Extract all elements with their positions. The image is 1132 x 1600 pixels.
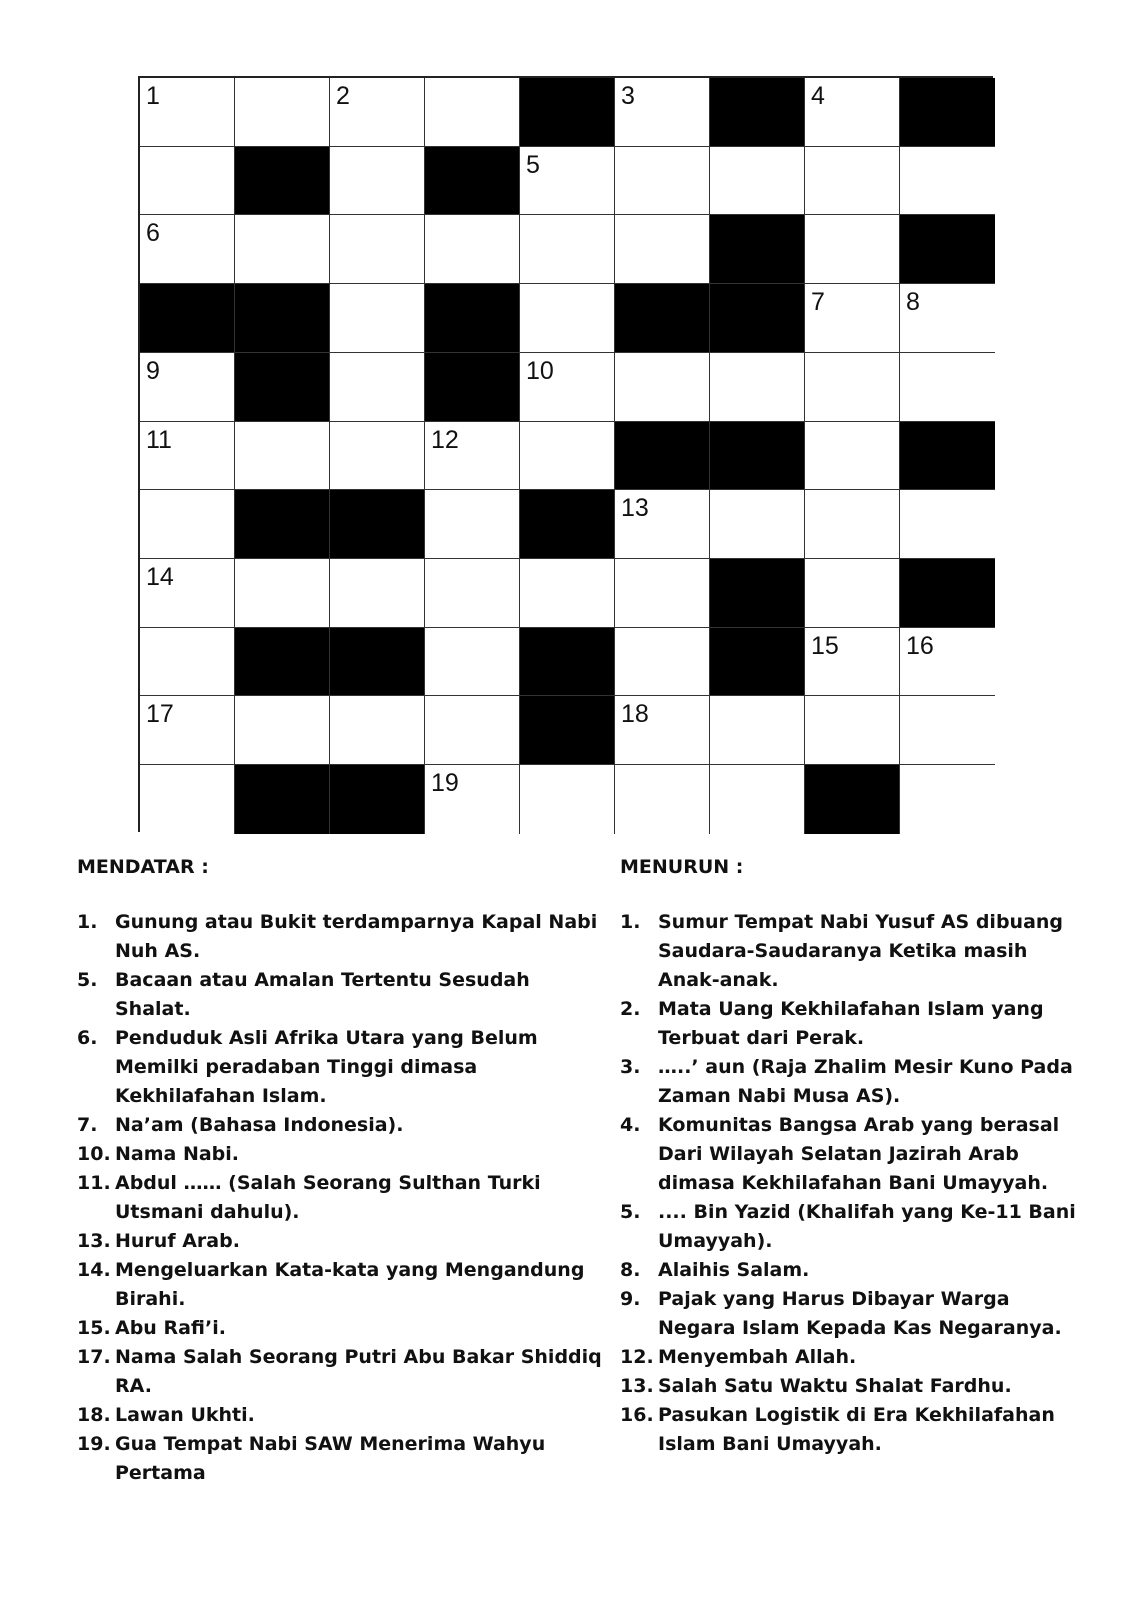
black-cell bbox=[330, 490, 425, 559]
cell-number: 13 bbox=[621, 494, 649, 523]
clue-item bbox=[620, 995, 1090, 1053]
clue-text: Nama Salah Seorang Putri Abu Bakar Shiddiq RA. bbox=[115, 1346, 602, 1397]
grid-cell[interactable] bbox=[425, 628, 520, 697]
clue-number: 5. bbox=[620, 1201, 641, 1223]
cell-number: 7 bbox=[811, 288, 825, 317]
grid-cell[interactable] bbox=[425, 559, 520, 628]
grid-cell[interactable] bbox=[805, 78, 900, 147]
black-cell bbox=[710, 215, 805, 284]
black-cell bbox=[805, 765, 900, 834]
clue-item bbox=[77, 908, 607, 966]
grid-cell[interactable] bbox=[900, 284, 995, 353]
black-cell bbox=[330, 765, 425, 834]
grid-cell[interactable] bbox=[805, 353, 900, 422]
grid-cell[interactable] bbox=[615, 696, 710, 765]
grid-cell[interactable] bbox=[710, 765, 805, 834]
down-title: MENURUN : bbox=[620, 856, 744, 878]
grid-cell[interactable] bbox=[425, 215, 520, 284]
grid-cell[interactable] bbox=[615, 78, 710, 147]
grid-cell[interactable] bbox=[425, 765, 520, 834]
black-cell bbox=[235, 147, 330, 216]
clue-number: 3. bbox=[620, 1056, 641, 1078]
grid-cell[interactable] bbox=[805, 215, 900, 284]
grid-cell[interactable] bbox=[235, 422, 330, 491]
clue-text: Abdul …… (Salah Seorang Sulthan Turki Utsmani dahulu). bbox=[115, 1172, 541, 1223]
across-title: MENDATAR : bbox=[77, 856, 209, 878]
across-clues-panel bbox=[77, 856, 607, 1488]
cell-number: 1 bbox=[146, 82, 160, 110]
clue-number: 9. bbox=[620, 1288, 641, 1310]
black-cell bbox=[235, 284, 330, 353]
grid-cell[interactable] bbox=[235, 78, 330, 147]
cell-number: 10 bbox=[526, 356, 554, 385]
clue-number: 19. bbox=[77, 1433, 111, 1455]
grid-cell[interactable] bbox=[900, 628, 995, 697]
cell-number: 8 bbox=[906, 288, 920, 317]
cell-number: 3 bbox=[621, 82, 635, 110]
clue-text: Mengeluarkan Kata-kata yang Mengandung Birahi. bbox=[115, 1259, 585, 1310]
clue-text: Alaihis Salam. bbox=[658, 1259, 810, 1281]
grid-cell[interactable] bbox=[805, 490, 900, 559]
grid-cell[interactable] bbox=[425, 490, 520, 559]
grid-cell[interactable] bbox=[805, 559, 900, 628]
black-cell bbox=[900, 215, 995, 284]
grid-cell[interactable] bbox=[520, 422, 615, 491]
grid-cell[interactable] bbox=[710, 490, 805, 559]
clue-item bbox=[77, 1140, 607, 1169]
clue-item bbox=[620, 1111, 1090, 1198]
grid-cell[interactable] bbox=[805, 284, 900, 353]
clue-number: 13. bbox=[77, 1230, 111, 1252]
grid-cell[interactable] bbox=[330, 284, 425, 353]
clue-number: 5. bbox=[77, 969, 98, 991]
black-cell bbox=[235, 628, 330, 697]
grid-cell[interactable] bbox=[805, 422, 900, 491]
grid-cell[interactable] bbox=[425, 78, 520, 147]
grid-cell[interactable] bbox=[805, 628, 900, 697]
grid-cell[interactable] bbox=[235, 215, 330, 284]
grid-cell[interactable] bbox=[615, 147, 710, 216]
clue-number: 13. bbox=[620, 1375, 654, 1397]
grid-cell[interactable] bbox=[805, 696, 900, 765]
clue-item bbox=[620, 1401, 1090, 1459]
clue-item bbox=[620, 1372, 1090, 1401]
black-cell bbox=[425, 147, 520, 216]
grid-cell[interactable] bbox=[710, 353, 805, 422]
grid-cell[interactable] bbox=[520, 215, 615, 284]
grid-cell[interactable] bbox=[615, 559, 710, 628]
black-cell bbox=[900, 78, 995, 147]
black-cell bbox=[710, 284, 805, 353]
clue-text: Komunitas Bangsa Arab yang berasal Dari Wilayah Selatan Jazirah Arab dimasa Kekhilafahan Bani Umayyah. bbox=[658, 1114, 1060, 1194]
grid-cell[interactable] bbox=[615, 215, 710, 284]
grid-cell[interactable] bbox=[330, 147, 425, 216]
black-cell bbox=[520, 78, 615, 147]
cell-number: 17 bbox=[146, 700, 174, 729]
clue-item bbox=[77, 966, 607, 1024]
grid-cell[interactable] bbox=[710, 147, 805, 216]
grid-cell[interactable] bbox=[330, 353, 425, 422]
cell-number: 2 bbox=[336, 82, 350, 110]
grid-cell[interactable] bbox=[140, 490, 235, 559]
clue-text: …..’ aun (Raja Zhalim Mesir Kuno Pada Zaman Nabi Musa AS). bbox=[658, 1056, 1073, 1107]
grid-cell[interactable] bbox=[900, 353, 995, 422]
grid-cell[interactable] bbox=[900, 765, 995, 834]
black-cell bbox=[710, 559, 805, 628]
clue-text: Na’am (Bahasa Indonesia). bbox=[115, 1114, 404, 1136]
black-cell bbox=[710, 78, 805, 147]
clue-item bbox=[620, 1198, 1090, 1256]
clue-number: 7. bbox=[77, 1114, 98, 1136]
clue-item bbox=[77, 1227, 607, 1256]
grid-cell[interactable] bbox=[330, 422, 425, 491]
grid-cell[interactable] bbox=[615, 765, 710, 834]
grid-cell[interactable] bbox=[140, 147, 235, 216]
crossword-grid bbox=[138, 76, 993, 832]
down-clue-list bbox=[620, 908, 1090, 1459]
clue-text: Salah Satu Waktu Shalat Fardhu. bbox=[658, 1375, 1012, 1397]
clue-text: Lawan Ukhti. bbox=[115, 1404, 255, 1426]
clue-number: 4. bbox=[620, 1114, 641, 1136]
clue-item bbox=[77, 1401, 607, 1430]
clue-item bbox=[77, 1256, 607, 1314]
clue-item bbox=[77, 1169, 607, 1227]
black-cell bbox=[520, 628, 615, 697]
clue-text: Sumur Tempat Nabi Yusuf AS dibuang Saudara-Saudaranya Ketika masih Anak-anak. bbox=[658, 911, 1064, 991]
grid-cell[interactable] bbox=[425, 696, 520, 765]
clue-text: Nama Nabi. bbox=[115, 1143, 240, 1165]
black-cell bbox=[520, 696, 615, 765]
cell-number: 14 bbox=[146, 563, 174, 592]
clue-text: Pasukan Logistik di Era Kekhilafahan Islam Bani Umayyah. bbox=[658, 1404, 1055, 1455]
grid-cell[interactable] bbox=[140, 559, 235, 628]
clue-item bbox=[77, 1343, 607, 1401]
grid-cell[interactable] bbox=[140, 628, 235, 697]
grid-cell[interactable] bbox=[140, 765, 235, 834]
grid-cell[interactable] bbox=[615, 490, 710, 559]
black-cell bbox=[425, 284, 520, 353]
down-clues-panel bbox=[620, 856, 1090, 1459]
clue-number: 1. bbox=[620, 911, 641, 933]
black-cell bbox=[235, 353, 330, 422]
clue-text: Gunung atau Bukit terdamparnya Kapal Nabi Nuh AS. bbox=[115, 911, 598, 962]
grid-cell[interactable] bbox=[520, 284, 615, 353]
clue-item bbox=[620, 1256, 1090, 1285]
clue-text: Abu Rafi’i. bbox=[115, 1317, 226, 1339]
black-cell bbox=[615, 284, 710, 353]
cell-number: 12 bbox=[431, 425, 459, 454]
clue-item bbox=[77, 1430, 607, 1488]
clue-item bbox=[620, 1285, 1090, 1343]
grid-cell[interactable] bbox=[140, 422, 235, 491]
clue-number: 11. bbox=[77, 1172, 111, 1194]
clue-item bbox=[620, 1053, 1090, 1111]
clue-number: 2. bbox=[620, 998, 641, 1020]
grid-cell[interactable] bbox=[520, 559, 615, 628]
cell-number: 18 bbox=[621, 700, 649, 729]
grid-cell[interactable] bbox=[520, 147, 615, 216]
grid-cell[interactable] bbox=[425, 422, 520, 491]
black-cell bbox=[330, 628, 425, 697]
black-cell bbox=[615, 422, 710, 491]
clue-number: 17. bbox=[77, 1346, 111, 1368]
grid-cell[interactable] bbox=[330, 215, 425, 284]
clue-text: Menyembah Allah. bbox=[658, 1346, 857, 1368]
grid-cell[interactable] bbox=[330, 559, 425, 628]
grid-cell[interactable] bbox=[900, 696, 995, 765]
cell-number: 9 bbox=[146, 356, 160, 385]
across-clue-list bbox=[77, 908, 607, 1488]
grid-cell[interactable] bbox=[140, 215, 235, 284]
clue-number: 16. bbox=[620, 1404, 654, 1426]
black-cell bbox=[900, 559, 995, 628]
cell-number: 11 bbox=[146, 425, 172, 454]
clue-number: 18. bbox=[77, 1404, 111, 1426]
grid-cell[interactable] bbox=[520, 353, 615, 422]
grid-cell[interactable] bbox=[900, 490, 995, 559]
grid-cell[interactable] bbox=[615, 353, 710, 422]
grid-cell[interactable] bbox=[140, 353, 235, 422]
black-cell bbox=[900, 422, 995, 491]
clue-item bbox=[77, 1314, 607, 1343]
grid-cell[interactable] bbox=[615, 628, 710, 697]
black-cell bbox=[235, 490, 330, 559]
cell-number: 4 bbox=[811, 82, 825, 110]
clue-text: .... Bin Yazid (Khalifah yang Ke-11 Bani Umayyah). bbox=[658, 1201, 1076, 1252]
grid-cell[interactable] bbox=[140, 78, 235, 147]
clue-number: 15. bbox=[77, 1317, 111, 1339]
grid-cell[interactable] bbox=[710, 696, 805, 765]
clue-number: 10. bbox=[77, 1143, 111, 1165]
cell-number: 5 bbox=[526, 150, 540, 179]
clue-number: 1. bbox=[77, 911, 98, 933]
grid-cell[interactable] bbox=[805, 147, 900, 216]
clue-text: Mata Uang Kekhilafahan Islam yang Terbuat dari Perak. bbox=[658, 998, 1044, 1049]
black-cell bbox=[710, 422, 805, 491]
clue-text: Penduduk Asli Afrika Utara yang Belum Memilki peradaban Tinggi dimasa Kekhilafahan Islam. bbox=[115, 1027, 538, 1107]
cell-number: 16 bbox=[906, 631, 934, 660]
grid-cell[interactable] bbox=[330, 696, 425, 765]
black-cell bbox=[520, 490, 615, 559]
clue-number: 8. bbox=[620, 1259, 641, 1281]
grid-cell[interactable] bbox=[520, 765, 615, 834]
black-cell bbox=[425, 353, 520, 422]
grid-cell[interactable] bbox=[235, 696, 330, 765]
clue-text: Gua Tempat Nabi SAW Menerima Wahyu Pertama bbox=[115, 1433, 546, 1484]
grid-cell[interactable] bbox=[330, 78, 425, 147]
clue-text: Pajak yang Harus Dibayar Warga Negara Islam Kepada Kas Negaranya. bbox=[658, 1288, 1062, 1339]
grid-cell[interactable] bbox=[140, 696, 235, 765]
black-cell bbox=[140, 284, 235, 353]
clue-text: Bacaan atau Amalan Tertentu Sesudah Shalat. bbox=[115, 969, 530, 1020]
cell-number: 19 bbox=[431, 769, 459, 798]
cell-number: 15 bbox=[811, 631, 839, 660]
grid-cell[interactable] bbox=[235, 559, 330, 628]
black-cell bbox=[235, 765, 330, 834]
grid-cell[interactable] bbox=[900, 147, 995, 216]
clue-item bbox=[77, 1111, 607, 1140]
clue-number: 14. bbox=[77, 1259, 111, 1281]
black-cell bbox=[710, 628, 805, 697]
cell-number: 6 bbox=[146, 219, 160, 248]
clue-item bbox=[77, 1024, 607, 1111]
clue-text: Huruf Arab. bbox=[115, 1230, 240, 1252]
clue-number: 12. bbox=[620, 1346, 654, 1368]
clue-item bbox=[620, 1343, 1090, 1372]
clue-item bbox=[620, 908, 1090, 995]
clue-number: 6. bbox=[77, 1027, 98, 1049]
